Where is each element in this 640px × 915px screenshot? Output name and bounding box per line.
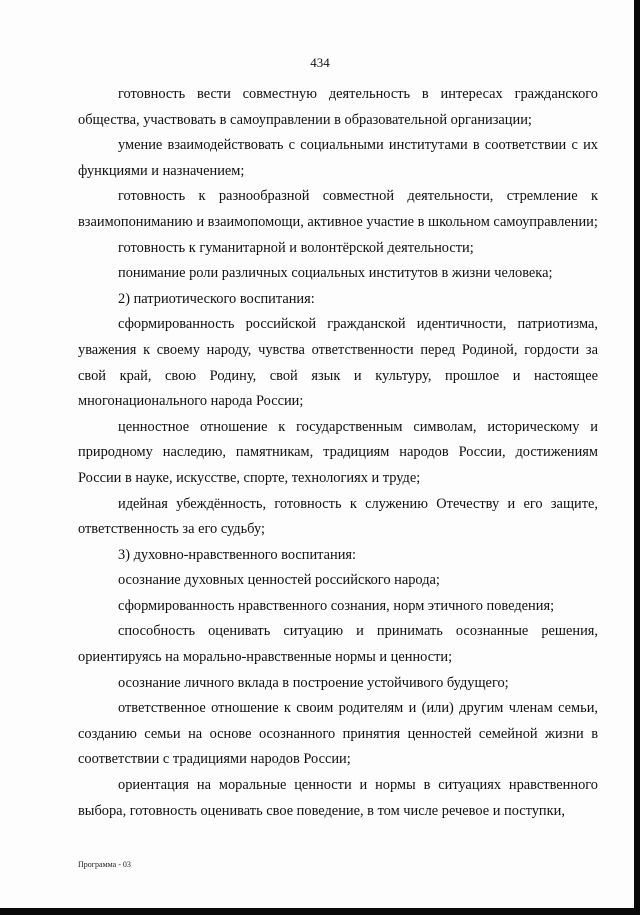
paragraph: готовность к гуманитарной и волонтёрской деятельности; bbox=[118, 239, 474, 256]
scan-edge-bottom bbox=[0, 908, 640, 915]
footer-code: Программа - 03 bbox=[78, 860, 131, 869]
paragraph: ценностное отношение к государственным символам, историческому и природному наследию, памятникам, традициям народов России, достижениям России в науке, искусстве, спорте, технологиях и труде; bbox=[78, 418, 598, 486]
paragraph: идейная убеждённость, готовность к служению Отечеству и его защите, ответственность за его судьбу; bbox=[78, 495, 598, 538]
paragraph: понимание роли различных социальных институтов в жизни человека; bbox=[118, 265, 553, 282]
paragraph: готовность вести совместную деятельность в интересах гражданского общества, участвовать в самоуправлении в образовательной организации; bbox=[78, 86, 598, 128]
paragraph: осознание личного вклада в построение устойчивого будущего; bbox=[118, 674, 509, 691]
page-number: 434 bbox=[310, 55, 330, 70]
paragraph: ориентация на моральные ценности и нормы в ситуациях нравственного выбора, готовность оценивать свое поведение, в том числе речевое и поступки, bbox=[78, 777, 598, 819]
paragraph: сформированность российской гражданской идентичности, патриотизма, уважения к своему народу, чувства ответственности перед Родиной, гордости за свой край, свою Родину, свой язык и культуру, прошлое и настоящее многонационального народа России; bbox=[78, 316, 598, 410]
body-text bbox=[78, 82, 598, 824]
paragraph: умение взаимодействовать с социальными институтами в соответствии с их функциями и назначением; bbox=[78, 137, 598, 179]
paragraph: готовность к разнообразной совместной деятельности, стремление к взаимопониманию и взаимопомощи, активное участие в школьном самоуправлении; bbox=[78, 188, 598, 230]
paragraph: ответственное отношение к своим родителям и (или) другим членам семьи, созданию семьи на основе осознанного принятия ценностей семейной жизни в соответствии с традициями народов России; bbox=[78, 700, 598, 768]
section-heading: 2) патриотического воспитания: bbox=[118, 290, 315, 307]
paragraph: осознание духовных ценностей российского народа; bbox=[118, 572, 440, 589]
scan-edge-right bbox=[634, 0, 640, 915]
section-heading: 3) духовно-нравственного воспитания: bbox=[118, 546, 357, 563]
paragraph: сформированность нравственного сознания, норм этичного поведения; bbox=[118, 597, 555, 614]
paragraph: способность оценивать ситуацию и принимать осознанные решения, ориентируясь на морально-нравственные нормы и ценности; bbox=[78, 623, 598, 666]
